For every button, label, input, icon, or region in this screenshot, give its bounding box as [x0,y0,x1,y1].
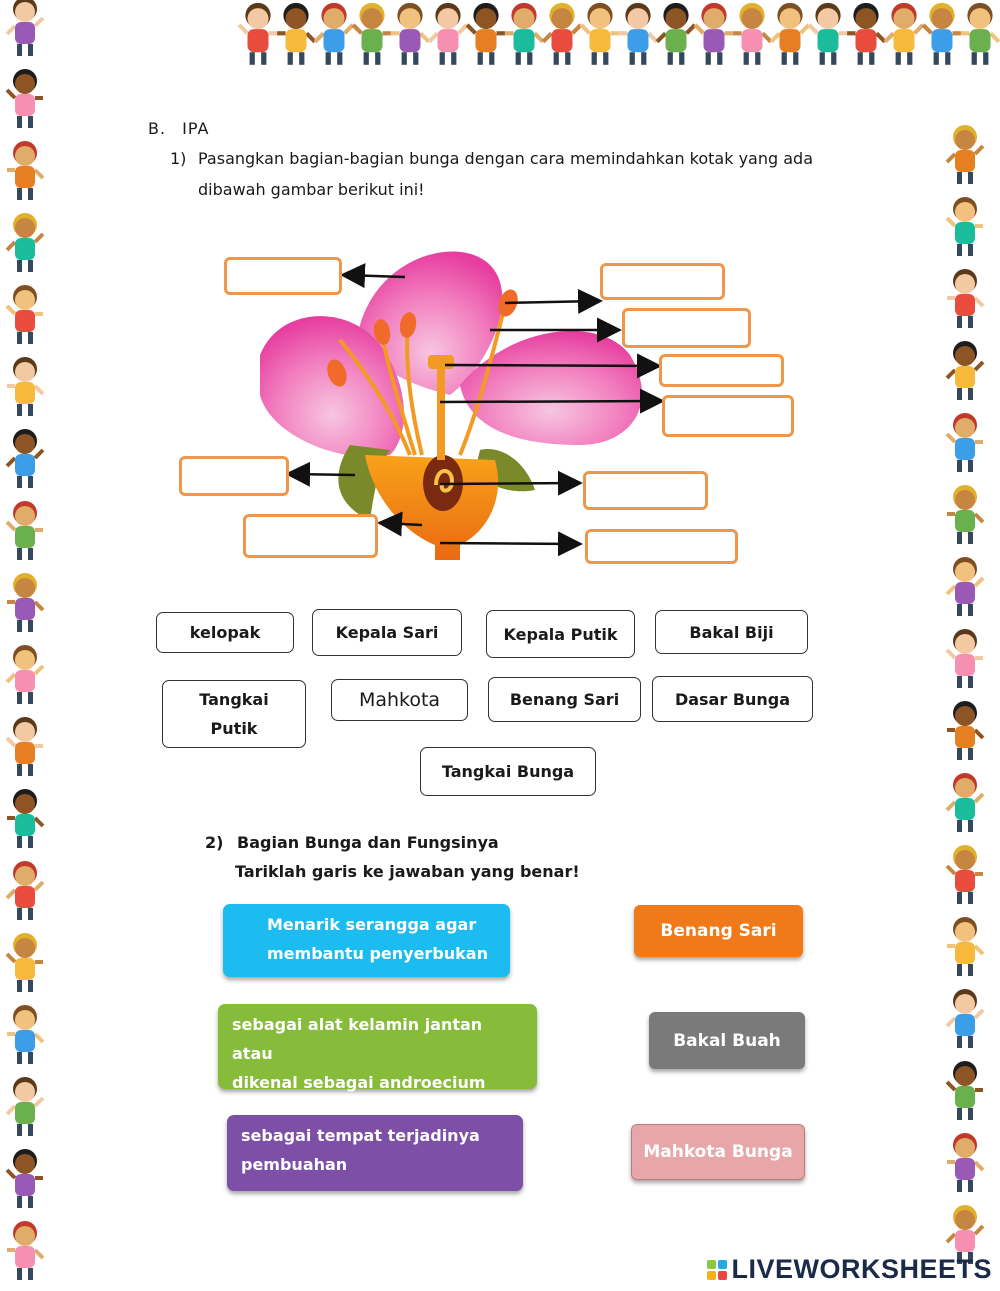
kid-figure-icon [543,3,581,65]
kid-figure-icon [7,933,43,992]
kid-figure-icon [7,789,43,848]
drop-zone-sepal[interactable] [179,456,289,496]
kid-figure-icon [7,1221,43,1280]
function-attract-insects[interactable] [223,904,510,977]
section-title: IPA [182,119,210,138]
card-tangkai-putik[interactable] [162,680,306,748]
question1-line2: dibawah gambar berikut ini! [198,180,425,199]
kid-figure-icon [947,845,983,904]
function-fertilization-line1: sebagai tempat terjadinya [241,1126,480,1145]
kid-figure-icon [429,3,467,65]
answer-benang-sari[interactable]: Benang Sari [634,905,803,957]
logo-mark-e [718,1271,727,1280]
card-tangkai-putik-line1: Tangkai [199,690,269,709]
kid-figure-icon [7,213,43,272]
function-fertilization-line2: pembuahan [241,1155,348,1174]
drop-zone-petal[interactable] [224,257,342,295]
kid-figure-icon [7,501,43,560]
liveworksheets-wordmark: LIVEWORKSHEETS [731,1254,992,1284]
kid-figure-icon [947,197,983,256]
drop-zone-stalk[interactable] [585,529,738,564]
kid-figure-icon [947,701,983,760]
question1-text [198,143,838,205]
kid-figure-icon [7,429,43,488]
kid-figure-icon [947,1061,983,1120]
card-kepala-putik[interactable]: Kepala Putik [486,610,635,658]
kid-figure-icon [581,3,619,65]
question2-header [205,828,499,857]
logo-mark-v [707,1271,716,1280]
function-male-line1: sebagai alat kelamin jantan atau [232,1015,483,1063]
kid-figure-icon [947,557,983,616]
kid-figure-icon [7,285,43,344]
kid-figure-icon [947,989,983,1048]
function-fertilization[interactable] [227,1115,523,1191]
answer-mahkota-bunga[interactable]: Mahkota Bunga [631,1124,805,1180]
kid-figure-icon [947,1133,983,1192]
kid-figure-icon [7,0,43,56]
function-attract-line1: Menarik serangga agar [267,915,477,934]
drop-zone-receptacle[interactable] [243,514,378,558]
kid-figure-icon [923,3,961,65]
kid-figure-icon [947,125,983,184]
kid-figure-icon [315,3,353,65]
card-benang-sari[interactable]: Benang Sari [488,677,641,722]
card-tangkai-putik-line2: Putik [210,719,258,738]
kid-figure-icon [947,485,983,544]
card-dasar-bunga[interactable]: Dasar Bunga [652,676,813,722]
kid-figure-icon [7,645,43,704]
answer-bakal-buah[interactable]: Bakal Buah [649,1012,805,1069]
kid-figure-icon [7,141,43,200]
kid-figure-icon [239,3,277,65]
question1-number: 1) [170,149,187,168]
kid-figure-icon [733,3,771,65]
section-heading [148,119,209,138]
function-male-line2: dikenal sebagai androecium [232,1073,486,1092]
card-kepala-sari[interactable]: Kepala Sari [312,609,462,656]
kid-figure-icon [809,3,847,65]
kid-figure-icon [619,3,657,65]
kid-figure-icon [7,861,43,920]
kid-figure-icon [885,3,923,65]
question2-instruction: Tariklah garis ke jawaban yang benar! [235,862,580,881]
kid-figure-icon [947,341,983,400]
kid-figure-icon [947,413,983,472]
kid-figure-icon [7,1077,43,1136]
kid-figure-icon [695,3,733,65]
liveworksheets-logo [707,1254,992,1285]
drop-zone-ovule[interactable] [583,471,708,510]
kid-figure-icon [7,1005,43,1064]
question1-line1: Pasangkan bagian-bagian bunga dengan cara memindahkan kotak yang ada [198,149,813,168]
drop-zone-stigma[interactable] [659,354,784,387]
kid-figure-icon [7,357,43,416]
kid-figure-icon [847,3,885,65]
kid-figure-icon [505,3,543,65]
function-attract-line2: membantu penyerbukan [267,944,488,963]
kid-figure-icon [7,69,43,128]
drop-zone-filament[interactable] [622,308,751,348]
card-bakal-biji[interactable]: Bakal Biji [655,610,808,654]
drop-zone-anther[interactable] [600,263,725,300]
section-letter: B. [148,119,167,138]
kid-figure-icon [947,269,983,328]
card-tangkai-bunga[interactable]: Tangkai Bunga [420,747,596,796]
kid-figure-icon [7,1149,43,1208]
kid-figure-icon [947,917,983,976]
liveworksheets-mark-icon [707,1260,727,1280]
card-kelopak[interactable]: kelopak [156,612,294,653]
card-mahkota[interactable]: Mahkota [331,679,468,721]
kid-figure-icon [467,3,505,65]
kid-figure-icon [7,573,43,632]
kid-figure-icon [391,3,429,65]
logo-mark-i [718,1260,727,1269]
kid-figure-icon [277,3,315,65]
kid-figure-icon [947,773,983,832]
question2-number: 2) [205,833,224,852]
kid-figure-icon [947,629,983,688]
kid-figure-icon [353,3,391,65]
question2-title: Bagian Bunga dan Fungsinya [237,833,499,852]
function-male-organ[interactable] [218,1004,537,1092]
kid-figure-icon [657,3,695,65]
drop-zone-style[interactable] [662,395,794,437]
logo-mark-l [707,1260,716,1269]
kid-figure-icon [961,3,999,65]
kid-figure-icon [771,3,809,65]
kid-figure-icon [7,717,43,776]
